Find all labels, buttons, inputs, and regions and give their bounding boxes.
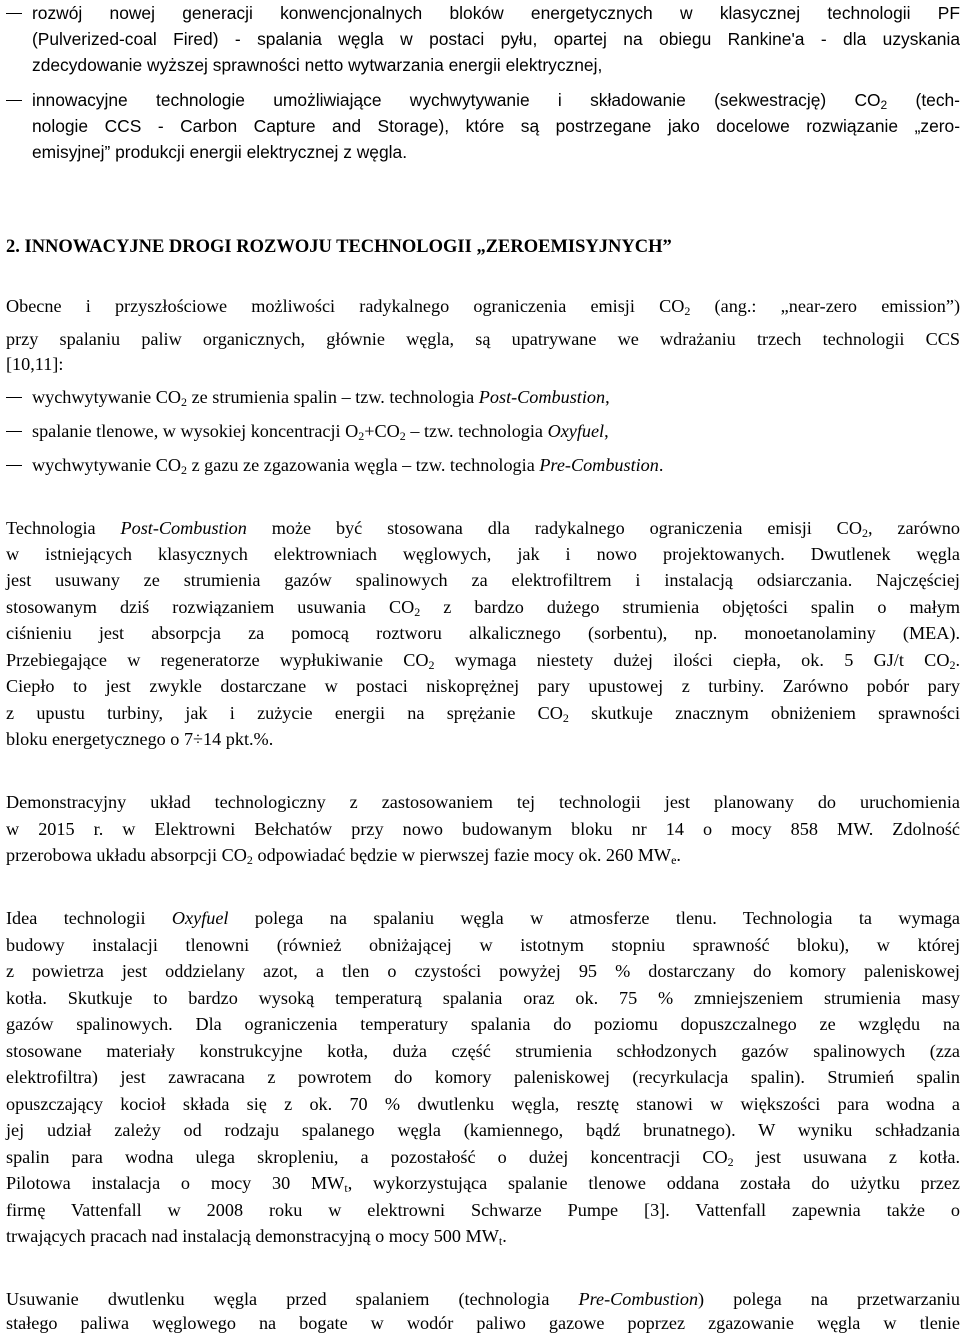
dash-bullet-icon bbox=[6, 100, 22, 101]
bullet-ccs-line-3: emisyjnej” produkcji energii elektrycznej z węgla. bbox=[32, 142, 408, 162]
paragraph-line: przy spalaniu paliw organicznych, głównie węgla, są upatrywane we wdrażaniu trzech technologii CCS bbox=[6, 329, 960, 349]
paragraph-line: Idea technologii Oxyfuel polega na spalaniu węgla w atmosferze tlenu. Technologia ta wymaga bbox=[6, 908, 960, 928]
bullet-pf-line-2: (Pulverized-coal Fired) - spalania węgla w postaci pyłu, opartej na obiegu Rankine'a - dla uzyskania bbox=[32, 29, 960, 49]
paragraph-line: stosowane materiały konstrukcyjne kotła, duża część strumienia schłodzonych gazów spalinowych (zza bbox=[6, 1041, 960, 1061]
dash-bullet-icon bbox=[6, 465, 22, 466]
paragraph-line: Demonstracyjny układ technologiczny z zastosowaniem tej technologii jest planowany do uruchomienia bbox=[6, 792, 960, 812]
paragraph-line: ciśnieniu jest absorpcja za pomocą roztworu alkalicznego (sorbentu), np. monoetanolaminy (MEA). bbox=[6, 623, 960, 643]
paragraph-line: elektrofiltra) jest zawracana z powrotem do komory paleniskowej (recyrkulacja spalin). Strumień spalin bbox=[6, 1067, 960, 1087]
paragraph-line: Przebiegające w regeneratorze wypłukiwanie $CO_2$ wymaga niestety dużej ilości ciepła, ok. 5 GJ/t $CO_2$. bbox=[6, 650, 960, 672]
paragraph-line: jest usuwany ze strumienia gazów spalinowych za elektrofiltrem i instalacją odsiarczania. Najczęściej bbox=[6, 570, 960, 590]
paragraph-line: spalin para wodna ulega skropleniu, a pozostałość o dużej koncentracji $CO_2$ jest usuwana z kotła. bbox=[6, 1147, 960, 1169]
paragraph-line: Usuwanie dwutlenku węgla przed spalaniem (technologia Pre-Combustion) polega na przetwarzaniu bbox=[6, 1289, 960, 1309]
paragraph-line: Technologia Post-Combustion może być stosowana dla radykalnego ograniczenia emisji $CO_2$, zarówno bbox=[6, 518, 960, 540]
bullet-ccs-line-2: nologie CCS - Carbon Capture and Storage), które są postrzegane jako docelowe rozwiązanie „zero- bbox=[32, 116, 960, 136]
dash-bullet-icon bbox=[6, 397, 22, 398]
paragraph-line: trwających pracach nad instalacją demonstracyjną o mocy 500 $MW_t$. bbox=[6, 1226, 507, 1248]
dash-bullet-icon bbox=[6, 431, 22, 432]
paragraph-line: w istniejących klasycznych elektrowniach węglowych, jak i nowo projektowanych. Dwutlenek węgla bbox=[6, 544, 960, 564]
bullet-ccs-line-1: innowacyjne technologie umożliwiające wychwytywanie i składowanie (sekwestrację) $CO_2$ (tech- bbox=[6, 87, 960, 113]
paragraph-line: stałego paliwa węglowego na bogate w wodór paliwo gazowe poprzez zgazowanie węgla w tlenie bbox=[6, 1313, 960, 1333]
list-item-oxyfuel: spalanie tlenowe, w wysokiej koncentracji $O_2+CO_2$ – tzw. technologia Oxyfuel, bbox=[6, 418, 960, 444]
paragraph-line: Obecne i przyszłościowe możliwości radykalnego ograniczenia emisji $CO_2$ (ang.: „near-zero emission”) bbox=[6, 296, 960, 318]
paragraph-line: Pilotowa instalacja o mocy 30 $MW_t$, wykorzystująca spalanie tlenowe oddana została do użytku przez bbox=[6, 1173, 960, 1195]
paragraph-line: budowy instalacji tlenowni (również obniżającej w istotnym stopniu sprawność bloku), w której bbox=[6, 935, 960, 955]
bullet-pf-line-3: zdecydowanie wyższej sprawności netto wytwarzania energii elektrycznej, bbox=[32, 55, 603, 75]
paragraph-line: firmę Vattenfall w 2008 roku w elektrowni Schwarze Pumpe [3]. Vattenfall zapewnia także o bbox=[6, 1200, 960, 1220]
paragraph-line: w 2015 r. w Elektrowni Bełchatów przy nowo budowanym bloku nr 14 o mocy 858 MW. Zdolność bbox=[6, 819, 960, 839]
paragraph-line: stosowanym dziś rozwiązaniem usuwania $CO_2$ z bardzo dużego strumienia objętości spalin o małym bbox=[6, 597, 960, 619]
paragraph-line: przerobowa układu absorpcji $CO_2$ odpowiadać będzie w pierwszej fazie mocy ok. 260 $MW_e$. bbox=[6, 845, 681, 867]
section-heading: 2. INNOWACYJNE DROGI ROZWOJU TECHNOLOGII „ZEROEMISYJNYCH” bbox=[6, 237, 672, 257]
bullet-pf-line-1: rozwój nowej generacji konwencjonalnych bloków energetycznych w klasycznej technologii PF bbox=[6, 0, 960, 26]
paragraph-line: gazów spalinowych. Dla ograniczenia temperatury spalania do poziomu dopuszczalnego ze względu na bbox=[6, 1014, 960, 1034]
paragraph-line: bloku energetycznego o 7÷14 pkt.%. bbox=[6, 729, 274, 749]
dash-bullet-icon bbox=[6, 13, 22, 14]
list-item-pre-combustion: wychwytywanie $CO_2$ z gazu ze zgazowania węgla – tzw. technologia Pre-Combustion. bbox=[6, 452, 960, 478]
paragraph-line: z powietrza jest oddzielany azot, a tlen o czystości powyżej 95 % dostarczany do komory paleniskowej bbox=[6, 961, 960, 981]
paragraph-line: jej udział zależy od rodzaju spalanego węgla (kamiennego, bądź brunatnego). W wyniku schładzania bbox=[6, 1120, 960, 1140]
paragraph-line: Ciepło to jest zwykle dostarczane w postaci niskoprężnej pary upustowej z turbiny. Zarówno pobór pary bbox=[6, 676, 960, 696]
paragraph-line: [10,11]: bbox=[6, 354, 64, 374]
paragraph-line: kotła. Skutkuje to bardzo wysoką temperaturą spalania oraz ok. 75 % zmniejszeniem strumienia masy bbox=[6, 988, 960, 1008]
paragraph-line: opuszczający kocioł składa się z ok. 70 % dwutlenku węgla, resztę stanowi w większości para wodna a bbox=[6, 1094, 960, 1114]
list-item-post-combustion: wychwytywanie $CO_2$ ze strumienia spalin – tzw. technologia Post-Combustion, bbox=[6, 384, 960, 410]
paragraph-line: z upustu turbiny, jak i zużycie energii na sprężanie $CO_2$ skutkuje znacznym obniżeniem sprawności bbox=[6, 703, 960, 725]
